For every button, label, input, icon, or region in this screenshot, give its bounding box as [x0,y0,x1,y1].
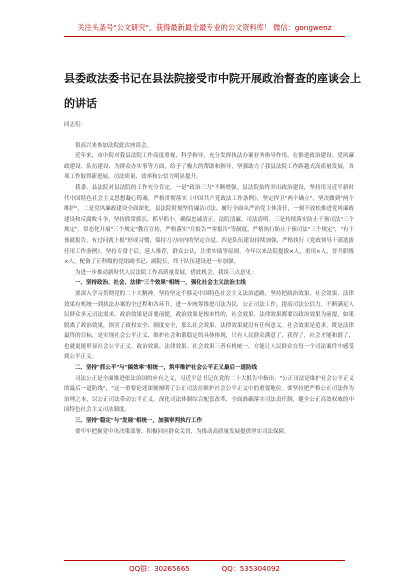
salutation: 同志们： [64,122,87,128]
document-title: 县委政法委书记在县法院接受市中院开展政治督查的座谈会上的讲话 [64,72,361,110]
paragraph: 要牢牢把握党中央决策部署、积极回应群众关切，为推动高质量发展提供坚实司法保障。 [75,428,290,435]
paragraph: 近年来，市中院对我县法院工作高度重视，科学指导，充分发挥执法办案业务指导作用，在推进政治建设、党风廉政建设、队伍建设、为群众办实事等方面，给予了极大的帮助和指导，坚强助力了我县法院工作跨越式高质量发展，各项工作取得新进展，司法质量、效率和公信力明显提升。 [64,153,354,181]
document-body [64,120,354,437]
section-heading: 三、坚持"稳定"与"发展"相统一，加强审判执行工作 [75,418,202,425]
header-banner-text: 关注头条号"公文研究"，获得最新最全最专业的公文资料库！ 微信：gongwenz [77,23,332,32]
paragraph: 司法公正是全面推进依法治国的应有之义，习近平总书记在党的二十大报告中指出："公正司法是维护社会公平正义的最后一道防线"，"这一重要论述深刻阐明了公正司法在维护社会公平正义中的重要地位。要坚持把严格公正司法作为治理之本，以公正司法带动公平正义。深化司法体制综合配套改革，全面准确落实司法责任制，健全公正高效权威的中国特色社会主义司法制度。 [64,375,354,414]
paragraph: 要深入学习贯彻党的二十大精神，坚持坚定不移走中国特色社会主义法治道路，坚持把政治效果、社会效果、法律效果有机统一到执法办案的全过程和各环节，进一步统筹推进司法为民、公正司法工作，提高司法公信力，不断满足人民群众多元司法需求。政治效果是首要前提，政治效果是根本性的，社会效果、法律效果都要以政治效果为前提，如果脱离了政治效果，损害了政权安全、制度安全，那么社会效果、法律效果就没有任何意义。社会效果是追求，既是法律最终的目标，是实现社会公平正义、维护社会和谐稳定的具体体现，只有人民群众满意了，获得了，社会才能和谐了，也就更能彰显社会公平正义。政治效果、法律效果、社会效果三者有机统一，方能让人民群众在每一个司法案件中感受到公平正义。 [64,290,354,361]
section-heading: 二、坚持"抓公平"与"搞效率"相统一，筑牢维护社会公平正义最后一道防线 [75,365,257,372]
paragraph: 我委、县法院对县法院的工作充分肯定，一是"政治三力"不断增强。县法院始终突出政治建设，坚持用习近平新时代中国特色社会主义思想凝心铸魂，严格贯彻落实《中国共产党政法工作条例》，坚定捍卫"两个确立"，坚决做到"两个维护"，二是党风廉政建设全面深化。县法院时刻坚持廉洁司法，履行全面从严治党主体责任，一刻不放松推进党风廉政建设和反腐败斗争，坚持抓常抓长，抓早抓小。确保忠诚清正、法院清廉、司法清明。三是持续落实防止干预司法"三个规定"，常态化开展"三个规定"教育宣传，严格落实"月报告""零报告"等制度，严格执行防止干预司法"三个规定"，"有干预就报告，有过问就上报"形成习惯，保持刀刃向内的坚定自觉。四是队伍建设持续加强，严格执行《党政领导干部选拔任用工作条例》，坚持专常于后，延人推荐，群众公认，注重实绩等原则，今年以来法院提拔×人，重用×人，晋升职级×人，配备了正科级的党组副书记、副院长，终于队伍建设进一步加强。 [64,184,354,266]
header-banner [64,20,345,37]
footer-qq: QQ：535304092 [221,565,280,573]
section-heading: 一、坚持政治、社会、法律"三个效果"相统一，强化社会主义法治主线 [75,280,246,287]
footer-qq-group: QQ群：30265665 [129,565,190,573]
spacer [64,131,354,141]
footer [64,560,345,574]
paragraph: 为进一步推动新时代人民法院工作高质量发展，借此机会，我谈三点意见： [75,269,257,276]
paragraph: 很高兴来参加法院此次座谈会。 [75,142,153,149]
